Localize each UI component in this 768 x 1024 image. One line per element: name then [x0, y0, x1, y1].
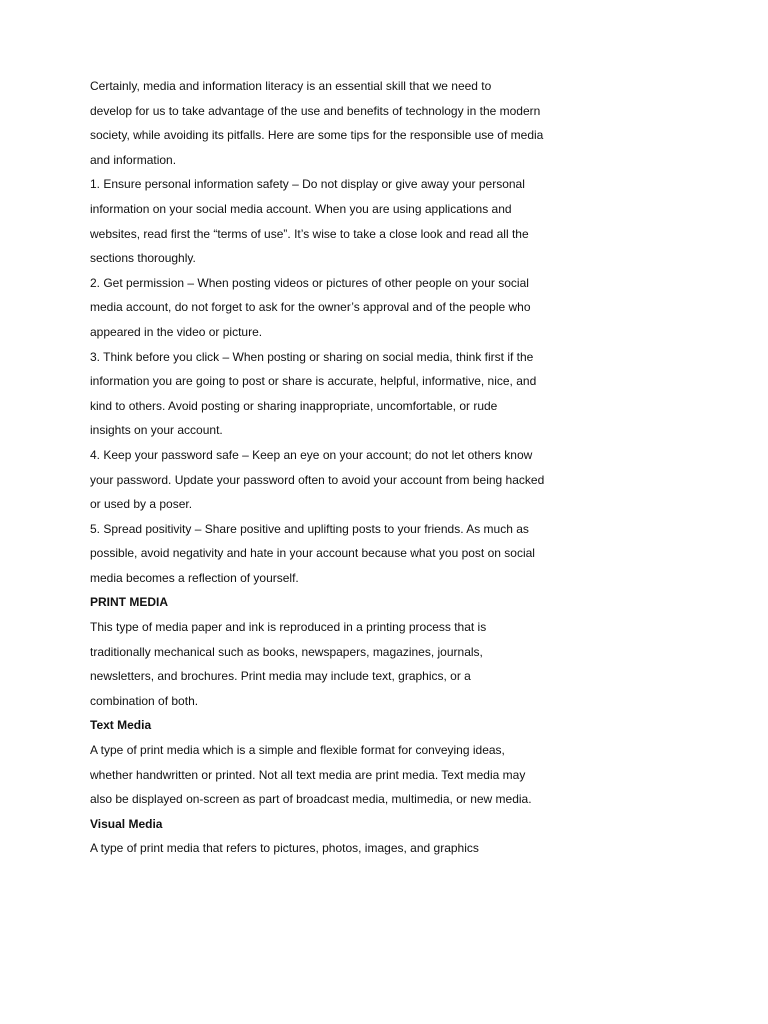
- text-line: your password. Update your password often to avoid your account from being hacked: [90, 472, 545, 487]
- text-line: 1. Ensure personal information safety – Do not display or give away your personal: [90, 177, 525, 192]
- document-page: [90, 74, 590, 861]
- print-media-heading: PRINT MEDIA: [90, 595, 168, 610]
- intro-paragraph: [90, 74, 590, 172]
- text-line: media account, do not forget to ask for the owner’s approval and of the people who: [90, 300, 531, 315]
- text-line: also be displayed on-screen as part of broadcast media, multimedia, or new media.: [90, 792, 532, 807]
- tip-4-paragraph: [90, 443, 590, 517]
- text-media-paragraph: [90, 738, 590, 812]
- text-line: A type of print media which is a simple and flexible format for conveying ideas,: [90, 743, 505, 758]
- text-line: Certainly, media and information literacy is an essential skill that we need to: [90, 79, 492, 93]
- text-line: 2. Get permission – When posting videos or pictures of other people on your social: [90, 275, 529, 290]
- text-line: 5. Spread positivity – Share positive and uplifting posts to your friends. As much as: [90, 521, 529, 536]
- text-line: sections thoroughly.: [90, 251, 196, 266]
- text-line: possible, avoid negativity and hate in your account because what you post on social: [90, 546, 535, 561]
- text-line: A type of print media that refers to pictures, photos, images, and graphics: [90, 841, 479, 856]
- print-media-paragraph: [90, 615, 590, 713]
- text-line: websites, read first the “terms of use”. It’s wise to take a close look and read all the: [90, 226, 529, 241]
- text-line: and information.: [90, 152, 177, 167]
- text-line: newsletters, and brochures. Print media may include text, graphics, or a: [90, 669, 471, 684]
- text-line: society, while avoiding its pitfalls. Here are some tips for the responsible use of media: [90, 128, 544, 143]
- text-line: insights on your account.: [90, 423, 223, 438]
- text-line: develop for us to take advantage of the use and benefits of technology in the modern: [90, 103, 541, 118]
- text-line: 4. Keep your password safe – Keep an eye on your account; do not let others know: [90, 447, 533, 462]
- tip-5-paragraph: [90, 517, 590, 591]
- visual-media-heading: Visual Media: [90, 816, 163, 831]
- tip-3-paragraph: [90, 345, 590, 443]
- text-line: This type of media paper and ink is reproduced in a printing process that is: [90, 620, 487, 635]
- text-line: appeared in the video or picture.: [90, 324, 263, 339]
- text-line: 3. Think before you click – When posting or sharing on social media, think first if the: [90, 349, 534, 364]
- text-media-heading: Text Media: [90, 718, 152, 733]
- text-line: information on your social media account. When you are using applications and: [90, 201, 512, 216]
- text-line: combination of both.: [90, 693, 199, 708]
- text-line: whether handwritten or printed. Not all text media are print media. Text media may: [90, 767, 526, 782]
- text-line: media becomes a reflection of yourself.: [90, 570, 299, 585]
- visual-media-paragraph: [90, 836, 590, 861]
- text-line: or used by a poser.: [90, 497, 193, 512]
- text-line: information you are going to post or share is accurate, helpful, informative, nice, and: [90, 374, 537, 389]
- text-line: kind to others. Avoid posting or sharing inappropriate, uncomfortable, or rude: [90, 398, 498, 413]
- text-line: traditionally mechanical such as books, newspapers, magazines, journals,: [90, 644, 483, 659]
- tip-1-paragraph: [90, 172, 590, 270]
- tip-2-paragraph: [90, 271, 590, 345]
